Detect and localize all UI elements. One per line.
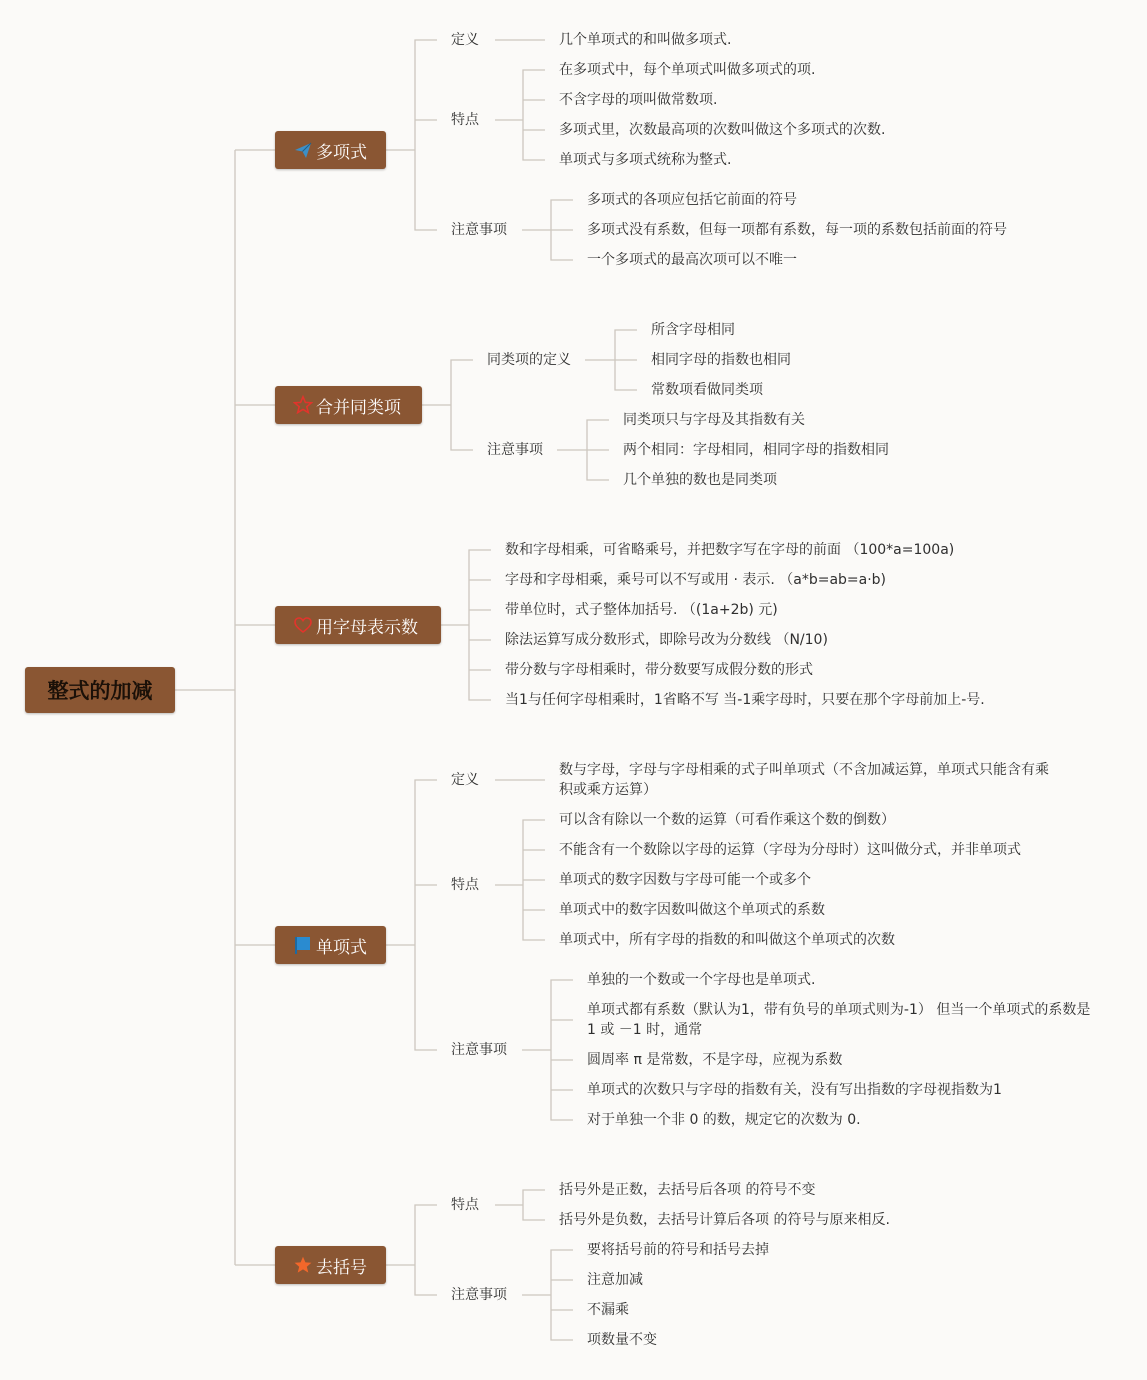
definition-item[interactable]: 常数项看做同类项 [651, 382, 763, 398]
subtopic-definition[interactable]: 同类项的定义 [487, 352, 571, 368]
star-outline-icon [292, 394, 314, 416]
note-item[interactable]: 圆周率 π 是常数，不是字母，应视为系数 [587, 1052, 843, 1068]
paper-plane-icon [292, 139, 314, 161]
note-item[interactable]: 项数量不变 [587, 1332, 657, 1348]
rule-item[interactable]: 除法运算写成分数形式，即除号改为分数线 （N/10) [505, 632, 828, 648]
subtopic-notes[interactable]: 注意事项 [487, 442, 543, 458]
root-topic[interactable]: 整式的加减 [25, 667, 175, 713]
topic-monomial[interactable] [275, 926, 386, 964]
topic-label: 合并同类项 [316, 397, 401, 418]
rule-item[interactable]: 当1与任何字母相乘时，1省略不写 当-1乘字母时，只要在那个字母前加上-号. [505, 692, 985, 708]
topic-label: 用字母表示数 [316, 617, 418, 638]
feature-item[interactable]: 单项式中，所有字母的指数的和叫做这个单项式的次数 [559, 932, 895, 948]
rule-item[interactable]: 带单位时，式子整体加括号. （(1a+2b) 元) [505, 602, 778, 618]
rule-item[interactable]: 字母和字母相乘，乘号可以不写或用 · 表示. （a*b=ab=a·b) [505, 572, 887, 588]
note-item[interactable]: 多项式的各项应包括它前面的符号 [587, 192, 797, 208]
subtopic-notes[interactable]: 注意事项 [451, 1287, 507, 1303]
subtopic-notes[interactable]: 注意事项 [451, 1042, 507, 1058]
topic-brackets[interactable] [275, 1246, 386, 1284]
subtopic-definition[interactable]: 定义 [451, 32, 479, 48]
feature-item[interactable]: 多项式里，次数最高项的次数叫做这个多项式的次数. [559, 122, 886, 138]
feature-item[interactable]: 不含字母的项叫做常数项. [559, 92, 718, 108]
subtopic-features[interactable]: 特点 [451, 1197, 479, 1213]
note-item[interactable]: 注意加减 [587, 1272, 643, 1288]
note-item[interactable]: 不漏乘 [587, 1302, 629, 1318]
note-item[interactable]: 单项式都有系数（默认为1，带有负号的单项式则为-1） 但当一个单项式的系数是 1 或 －1 时，通常 [587, 1002, 1091, 1038]
rule-item[interactable]: 带分数与字母相乘时，带分数要写成假分数的形式 [505, 662, 813, 678]
note-item[interactable]: 两个相同：字母相同，相同字母的指数相同 [623, 442, 889, 458]
note-item[interactable]: 同类项只与字母及其指数有关 [623, 412, 805, 428]
subtopic-notes[interactable]: 注意事项 [451, 222, 507, 238]
subtopic-features[interactable]: 特点 [451, 112, 479, 128]
rule-item[interactable]: 数和字母相乘，可省略乘号，并把数字写在字母的前面 （100*a=100a) [505, 542, 955, 558]
note-item[interactable]: 要将括号前的符号和括号去掉 [587, 1242, 769, 1258]
note-item[interactable]: 单独的一个数或一个字母也是单项式. [587, 972, 816, 988]
feature-item[interactable]: 在多项式中，每个单项式叫做多项式的项. [559, 62, 816, 78]
feature-item[interactable]: 单项式与多项式统称为整式. [559, 152, 732, 168]
subtopic-features[interactable]: 特点 [451, 877, 479, 893]
flag-icon [292, 934, 314, 956]
note-item[interactable]: 几个单独的数也是同类项 [623, 472, 777, 488]
topic-label: 去括号 [316, 1257, 367, 1278]
note-item[interactable]: 一个多项式的最高次项可以不唯一 [587, 252, 797, 268]
topic-label: 单项式 [316, 937, 367, 958]
feature-item[interactable]: 单项式中的数字因数叫做这个单项式的系数 [559, 902, 825, 918]
heart-outline-icon [292, 614, 314, 636]
topic-polynomial[interactable] [275, 131, 386, 169]
definition-item[interactable]: 相同字母的指数也相同 [651, 352, 791, 368]
subtopic-definition[interactable]: 定义 [451, 772, 479, 788]
feature-item[interactable]: 可以含有除以一个数的运算（可看作乘这个数的倒数） [559, 812, 895, 828]
star-filled-icon [292, 1254, 314, 1276]
definition-text[interactable]: 数与字母，字母与字母相乘的式子叫单项式（不含加减运算，单项式只能含有乘积或乘方运算） [559, 762, 1049, 798]
definition-item[interactable]: 所含字母相同 [651, 322, 735, 338]
feature-item[interactable]: 单项式的数字因数与字母可能一个或多个 [559, 872, 811, 888]
feature-item[interactable]: 括号外是正数，去括号后各项 的符号不变 [559, 1182, 816, 1198]
note-item[interactable]: 多项式没有系数，但每一项都有系数，每一项的系数包括前面的符号 [587, 222, 1007, 238]
topic-label: 多项式 [316, 142, 367, 163]
feature-item[interactable]: 不能含有一个数除以字母的运算（字母为分母时）这叫做分式，并非单项式 [559, 842, 1021, 858]
definition-text[interactable]: 几个单项式的和叫做多项式. [559, 32, 732, 48]
note-item[interactable]: 单项式的次数只与字母的指数有关，没有写出指数的字母视指数为1 [587, 1082, 1002, 1098]
topic-like-terms[interactable] [275, 386, 422, 424]
feature-item[interactable]: 括号外是负数，去括号计算后各项 的符号与原来相反. [559, 1212, 890, 1228]
note-item[interactable]: 对于单独一个非 0 的数，规定它的次数为 0. [587, 1112, 861, 1128]
topic-letters-for-numbers[interactable] [275, 606, 441, 644]
